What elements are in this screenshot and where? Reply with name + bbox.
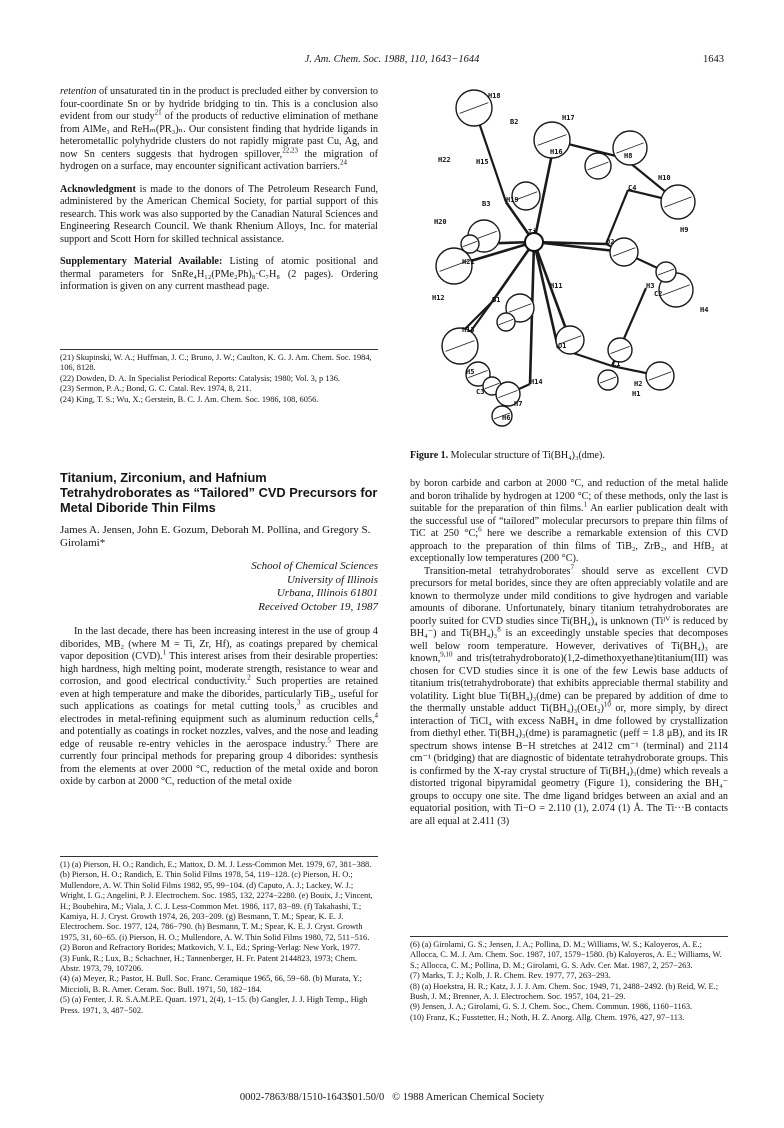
conclusion-paragraph: retention of unsaturated tin in the product is precluded either by conversion to four-coordinate Sn or by hydride bridging to tin. This is a conclusion also evident from our study$^{21}$ of the products of reductive elimination of methane from AlMe₃ and ReHₘ(PR₃)ₙ. Our consistent finding that hydride ligands in heterometallic polyhydride clusters do not rapidly migrate past Cu, Ag, and now Sn centers suggests that hydrogen spillover,$^{22,23}$ the migration of hydrogen on a surface, may encounter significant activation barriers.$^{24}$ xyxy=(60,86,378,172)
running-header xyxy=(60,54,724,72)
references-bottom-right xyxy=(410,940,728,1023)
page-number: 1643 xyxy=(703,54,724,65)
reference-item: (5) (a) Fenter, J. R. S.A.M.P.E. Quart. 1971, 2(4), 1−15. (b) Gangler, J. J. High Temp., High Press. 1971, 3, 487−502. xyxy=(60,995,368,1015)
atom-label: O2 xyxy=(606,238,615,246)
atom-label: C2 xyxy=(654,290,663,298)
atom-label: H13 xyxy=(462,326,475,334)
affiliation-university: University of Illinois xyxy=(286,573,378,586)
reference-item: (9) Jensen, J. A.; Girolami, G. S. J. Chem. Soc., Chem. Commun. 1986, 1160−1163. xyxy=(410,1002,693,1012)
atom-label: H7 xyxy=(514,400,523,408)
reference-item: (1) (a) Pierson, H. O.; Randich, E.; Mattox, D. M. J. Less-Common Met. 1979, 67, 381−388. (b) Pierson, H. O.; Randich, E. Thin Solid Films 1978, 54, 119−128. (c) Pierson, H. O.; Mullendore, A. W. Thin Solid Films 1982, 95, 99−104. (d) Caputo, A. J.; Lackey, W. J.; Wright, I. G.; Angelini, P. J. Electrochem. Soc. 1985, 132, 2274−2280. (e) Bouix, J.; Vincent, H.; Boubehira, M.; Viala, J. C. J. Less-Common Met. 1986, 117, 83−89. (f) Takahashi, T.; Kamiya, H. J. Cryst. Growth 1974, 26, 203−209. (g) Besmann, T. M.; Spear, K. E. J. Electrochem. Soc. 1977, 124, 786−790. (h) Besmann, T. M.; Spear, K. E. J. Cryst. Growth 1975, 31, 60−65. (i) Pierson, H. O.; Mullendore, A. W. Thin Solid Films 1980, 72, 511−516. xyxy=(60,860,373,942)
atom-label: B2 xyxy=(510,118,519,126)
footnote-rule-bottom-right xyxy=(410,936,728,937)
journal-citation: J. Am. Chem. Soc. 1988, 110, 1643−1644 xyxy=(304,54,480,65)
footer-code: 0002-7863/88/1510-1643$01.50/0 xyxy=(239,1092,385,1103)
reference-item: (23) Sermon, P. A.; Bond, G. C. Catal. Rev. 1974, 8, 211. xyxy=(60,384,252,394)
reference-item: (8) (a) Hoekstra, H. R.; Katz, J. J. J. Am. Chem. Soc. 1949, 71, 2488−2492. (b) Reid, W. E.; Bush, J. M.; Brenner, A. J. Electrochem. Soc. 1957, 104, 21−29. xyxy=(410,981,719,1002)
intro-paragraph: In the last decade, there has been increasing interest in the use of group 4 diborides, MB₂ (where M = Ti, Zr, Hf), as coatings prepared by chemical vapor deposition (CVD).$^1$ This interest arises from their desirable properties: high hardness, high melting point, moderate strength, resistance to wear and corrosion, and good electrical conductivity.$^2$ Such properties are retained even at high temperature and make the diborides, particularly TiB₂, useful for such applications as coatings for metal cutting tools,$^3$ as crucibles and electrodes in metal-refining equipment such as aluminum reduction cells,$^4$ and potentially as coatings in rocket nozzles, valves, and the nose and leading edge of reusable re-entry vehicles in the aerospace industry.$^5$ There are currently four principal methods for preparing group 4 diborides: synthesis from the elements at over 2000 °C, reduction of the metal oxide and boron oxide by carbon at 2000 °C, reduction of the metal oxide xyxy=(60,626,379,787)
atom-label: H9 xyxy=(680,226,689,234)
footnote-rule xyxy=(60,349,378,350)
footer-copyright: © 1988 American Chemical Society xyxy=(392,1092,545,1103)
body-left-column xyxy=(60,626,378,789)
atom-label: C3 xyxy=(476,388,485,396)
molecular-structure-figure xyxy=(410,84,728,454)
reference-item: (6) (a) Girolami, G. S.; Jensen, J. A.; Pollina, D. M.; Williams, W. S.; Kaloyeros, A. E.; Allocca, C. M. J. Am. Chem. Soc. 1987, 107, 1579−1580. (b) Kaloyeros, A. E.; Williams, W. S.; Allocca, C. M.; Pollina, D. M.; Girolami, G. S. Adv. Cer. Mat. 1987, 2, 257−263. xyxy=(410,940,722,970)
previous-article-end xyxy=(60,86,378,304)
atom-label: O1 xyxy=(558,342,567,350)
atom-label: H12 xyxy=(432,294,445,302)
atom-label: H15 xyxy=(476,158,489,166)
ortep-diagram xyxy=(410,84,728,454)
atom-label: H16 xyxy=(550,148,563,156)
atom-label: H10 xyxy=(658,174,671,182)
atom-label: H5 xyxy=(466,368,475,376)
acknowledgment-paragraph: Acknowledgment is made to the donors of The Petroleum Research Fund, administered by the American Chemical Society, for partial support of this research. This work was also supported by the Canadian Natural Sciences and Engineering Research Council. We thank Rhenium Alloys, Inc. for material support and Scott Horn for skilled technical assistance. xyxy=(60,183,378,245)
article-authors: James A. Jensen, John E. Gozum, Deborah M. Pollina, and Gregory S. Girolami* xyxy=(60,524,371,549)
page-footer xyxy=(0,1092,784,1103)
atom-label: C4 xyxy=(628,184,637,192)
tetrahydroborate-paragraph: Transition-metal tetrahydroborates$^7$ should serve as excellent CVD precursors for metal borides, since they are often appreciably volatile and are known to thermolyze under mild conditions to give hydrogen and variable amounts of diborane. Unfortunately, binary titanium tetrahydroborates are poorly suited for CVD studies since Ti(BH₄)₄ is unknown (Tiᴵⱽ is reduced by BH₄⁻) and Ti(BH₄)₃$^8$ is an exceedingly unstable species that decomposes well below room temperature. However, derivatives of Ti(BH₄)₃ are known,$^{9,10}$ and tris(tetrahydroborato)(1,2-dimethoxyethane)titanium(III) was chosen for CVD studies since it is one of the few Lewis base adducts of titanium tris(tetrahydroborate) that exhibits appreciable thermal stability and volatility. Light blue Ti(BH₄)₃(dme) can be prepared by addition of dme to the thermally unstable adduct $Ti(BH_4)_3(OEt_2)^{10}$ or, more simply, by direct interaction of TiCl₄ with excess NaBH₄ in dme followed by crystallization from diethyl ether. Ti(BH₄)₃(dme) is paramagnetic (μeff = 1.8 μB), and its IR spectrum shows intense B−H stretches at 2412 cm⁻¹ (terminal) and 2114 cm⁻¹ (bridging) that are diagnostic of bidentate tetrahydroborate groups. This is confirmed by the X-ray crystal structure of Ti(BH₄)₃(dme) which reveals a distorted trigonal bipyramidal geometry (Figure 1), considering the BH₄⁻ groups to occupy one site. The dme ligand bridges between an axial and an equatorial position, with Ti−O = 2.110 (1), 2.074 (1) Å. The Ti···B contacts are all equal at 2.411 (3) xyxy=(410,563,729,827)
affiliation-address: Urbana, Illinois 61801 xyxy=(276,587,378,599)
reference-item: (24) King, T. S.; Wu, X.; Gerstein, B. C. J. Am. Chem. Soc. 1986, 108, 6056. xyxy=(60,394,319,404)
affiliation-block xyxy=(60,560,378,614)
atom-label: H21 xyxy=(462,258,475,266)
reference-item: (2) Boron and Refractory Borides; Matkovich, V. I., Ed.; Spring-Verlag: New York, 1977. xyxy=(60,943,361,953)
references-top-left xyxy=(60,353,378,405)
reference-item: (3) Funk, R.; Lux, B.; Schachner, H.; Tannenberger, H. Fr. Patent 2144823, 1973; Chem. Abstr. 1973, 79, 107206. xyxy=(60,953,358,974)
atom-label: H8 xyxy=(624,152,633,160)
ligand-bond xyxy=(606,190,628,244)
atom-label: H14 xyxy=(530,378,543,386)
atom-label: Ti xyxy=(528,228,537,236)
references-bottom-left xyxy=(60,860,378,1016)
atom-label: H6 xyxy=(502,414,511,422)
affiliation-school: School of Chemical Sciences xyxy=(251,560,378,572)
atom-label: H4 xyxy=(700,306,709,314)
body-right-column xyxy=(410,478,728,828)
supplementary-paragraph: Supplementary Material Available: Listing of atomic positional and thermal parameters for SnRe₄H₁₂(PMe₂Ph)₈·C₇H₈ (2 pages). Ordering information is given on any current masthead page. xyxy=(60,256,378,292)
atom-label: H19 xyxy=(506,196,519,204)
figure-caption: Figure 1. Molecular structure of Ti(BH₄)₃(dme). xyxy=(410,450,605,461)
ti-bond xyxy=(492,242,534,302)
atom-label: H11 xyxy=(550,282,563,290)
atom-label: H1 xyxy=(632,390,641,398)
atom-label: B1 xyxy=(492,296,501,304)
methods-paragraph: by boron carbide and carbon at 2000 °C, and reduction of the metal halide and boron trihalide by hydrogen at 1200 °C; of these methods, only the last is suitable for the preparation of thin films.$^1$ An earlier publication dealt with the successful use of “tailored” molecular precursors to prepare thin films of TiC at 250 °C;$^6$ here we describe a remarkable extension of this CVD approach to the preparation of thin films of TiB₂, ZrB₂, and HfB₂ at exceptionally low temperatures (200 °C). xyxy=(410,478,728,564)
atom-label: H17 xyxy=(562,114,575,122)
reference-item: (21) Skupinski, W. A.; Huffman, J. C.; Bruno, J. W.; Caulton, K. G. J. Am. Chem. Soc. 1984, 106, 8128. xyxy=(60,353,372,373)
atom-label: H2 xyxy=(634,380,643,388)
article-title: Titanium, Zirconium, and Hafnium Tetrahydroborates as “Tailored” CVD Precursors for Metal Diboride Thin Films xyxy=(60,470,378,515)
footnote-rule-bottom-left xyxy=(60,856,378,857)
atom-label: B3 xyxy=(482,200,491,208)
atom-label: H18 xyxy=(488,92,501,100)
reference-item: (10) Franz, K.; Fusstetter, H.; Noth, H. Z. Anorg. Allg. Chem. 1976, 427, 97−113. xyxy=(410,1012,685,1022)
reference-item: (22) Dowden, D. A. In Specialist Periodical Reports: Catalysis; 1980; Vol. 3, p 136. xyxy=(60,373,340,383)
atom-label: C1 xyxy=(612,360,621,368)
atom-label: H22 xyxy=(438,156,451,164)
received-date: Received October 19, 1987 xyxy=(258,600,378,613)
reference-item: (7) Marks, T. J.; Kolb, J. R. Chem. Rev. 1977, 77, 263−293. xyxy=(410,971,611,981)
reference-item: (4) (a) Meyer, R.; Pastor, H. Bull. Soc. Franc. Ceramique 1965, 66, 59−68. (b) Murata, Y.; Miccioli, B. R. Amer. Ceram. Soc. Bull. 1971, 50, 182−184. xyxy=(60,974,363,994)
atom-label: H20 xyxy=(434,218,447,226)
atom-label: H3 xyxy=(646,282,655,290)
